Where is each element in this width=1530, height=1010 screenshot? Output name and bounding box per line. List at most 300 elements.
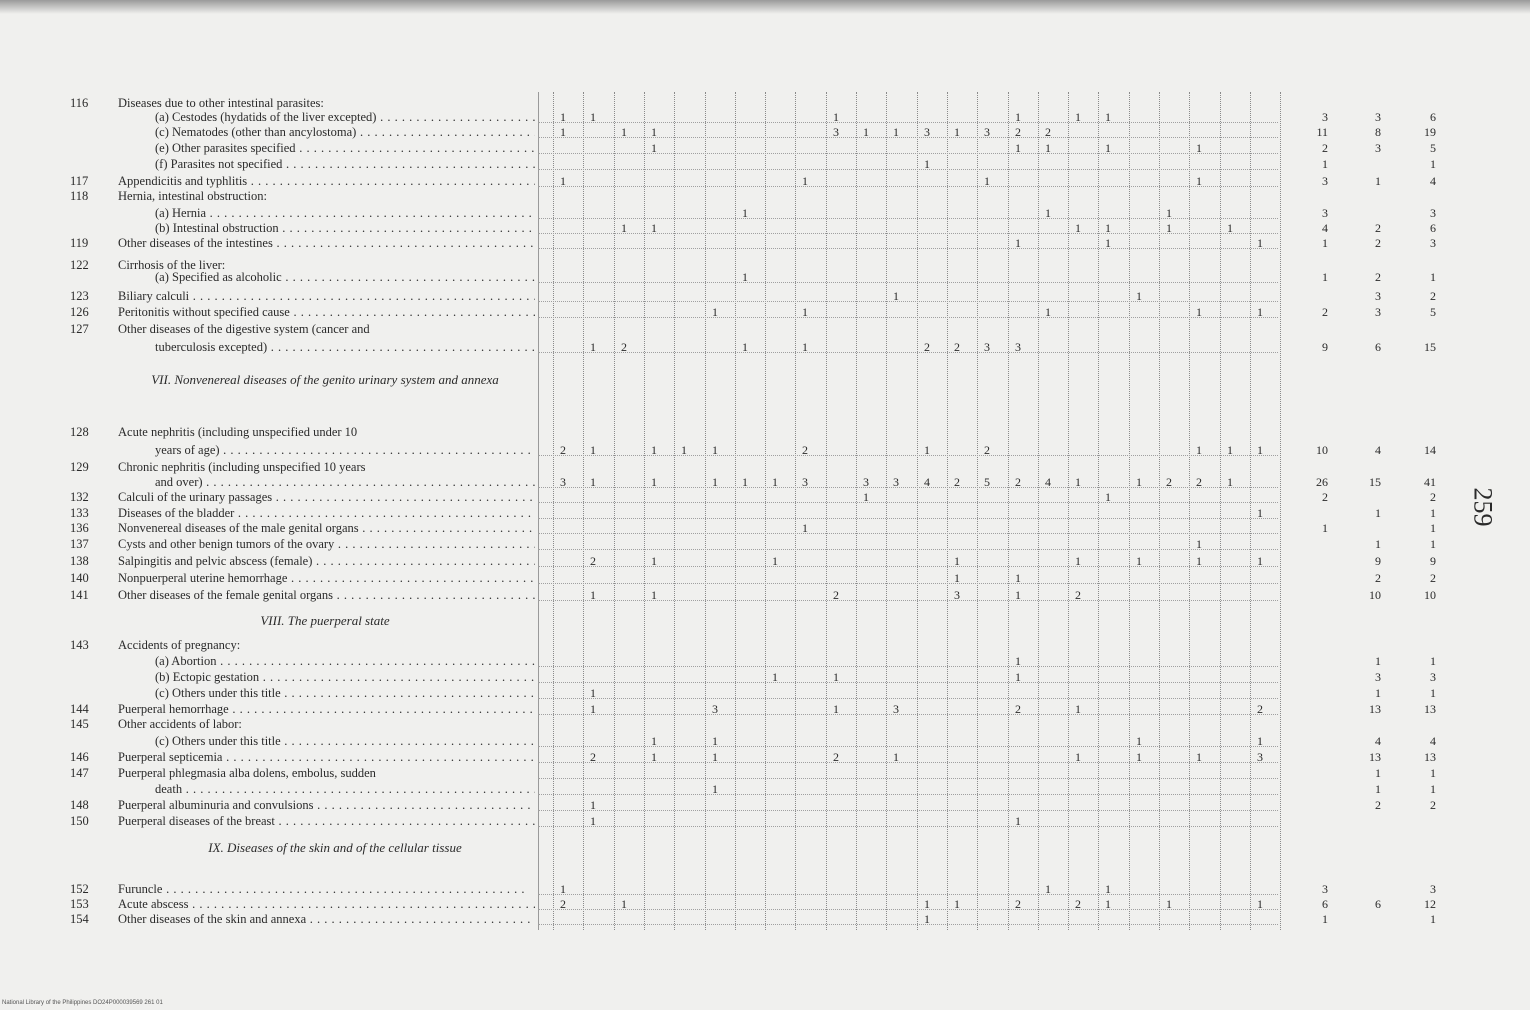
table-cell: 5 [984, 475, 990, 489]
row-leader [538, 714, 1278, 715]
table-cell: 1 [863, 490, 869, 504]
table-cell: 3 [802, 475, 808, 489]
total-cell: 1 [1430, 521, 1436, 535]
row-leader [538, 186, 1278, 187]
total-cell: 12 [1424, 897, 1436, 911]
table-cell: 1 [802, 305, 808, 319]
table-cell: 1 [651, 475, 657, 489]
row-label: (c) Nematodes (other than ancylostoma) . . . [155, 125, 535, 139]
table-cell: 1 [1196, 174, 1202, 188]
table-cell: 3 [924, 125, 930, 139]
table-cell: 3 [1257, 750, 1263, 764]
table-cell: 1 [742, 340, 748, 354]
row-label: Hernia, intestinal obstruction: [118, 189, 267, 203]
row-leader [538, 518, 1278, 519]
row-label: (c) Others under this title . . . [155, 734, 535, 748]
row-label: Appendicitis and typhlitis . . . [118, 174, 535, 188]
sex-total-cell: 10 [1369, 588, 1381, 602]
row-label: Cysts and other benign tumors of the ovary . . . [118, 537, 535, 551]
sex-total-cell: 9 [1375, 554, 1381, 568]
total-cell: 3 [1430, 236, 1436, 250]
total-cell: 2 [1430, 490, 1436, 504]
sex-total-cell: 6 [1375, 340, 1381, 354]
row-label: (b) Intestinal obstruction . . . [155, 221, 535, 235]
sex-total-cell: 3 [1375, 110, 1381, 124]
table-cell: 1 [954, 554, 960, 568]
table-cell: 2 [590, 750, 596, 764]
row-label: (f) Parasites not specified . . . [155, 157, 535, 171]
total-cell: 2 [1430, 289, 1436, 303]
total-cell: 13 [1424, 750, 1436, 764]
table-cell: 2 [1075, 588, 1081, 602]
row-label: (a) Specified as alcoholic . . . [155, 270, 535, 284]
sex-total-cell: 6 [1322, 897, 1328, 911]
sex-total-cell: 2 [1322, 490, 1328, 504]
total-cell: 6 [1430, 110, 1436, 124]
table-cell: 1 [742, 206, 748, 220]
row-label: Puerperal hemorrhage . . . [118, 702, 535, 716]
sex-total-cell: 10 [1316, 443, 1328, 457]
table-cell: 1 [1257, 236, 1263, 250]
row-leader [538, 682, 1278, 683]
table-cell: 1 [1075, 221, 1081, 235]
table-cell: 3 [833, 125, 839, 139]
row-number: 127 [70, 322, 89, 336]
table-cell: 1 [651, 554, 657, 568]
sex-total-cell: 26 [1316, 475, 1328, 489]
row-number: 146 [70, 750, 89, 764]
table-cell: 1 [651, 443, 657, 457]
total-cell: 10 [1424, 588, 1436, 602]
table-cell: 1 [1045, 141, 1051, 155]
row-label: (c) Others under this title . . . [155, 686, 535, 700]
total-cell: 1 [1430, 270, 1436, 284]
table-cell: 1 [1136, 734, 1142, 748]
table-cell: 2 [924, 340, 930, 354]
row-label: years of age) . . . [155, 443, 535, 457]
table-cell: 1 [681, 443, 687, 457]
total-cell: 4 [1430, 734, 1436, 748]
table-cell: 1 [924, 912, 930, 926]
table-cell: 3 [984, 125, 990, 139]
table-cell: 1 [954, 571, 960, 585]
total-cell: 1 [1430, 686, 1436, 700]
sex-total-cell: 1 [1375, 686, 1381, 700]
table-cell: 1 [924, 897, 930, 911]
row-label: Nonpuerperal uterine hemorrhage . . . [118, 571, 535, 585]
table-cell: 1 [590, 702, 596, 716]
row-label: Puerperal phlegmasia alba dolens, embolus, sudden [118, 766, 376, 780]
row-label: Furuncle . . . [118, 882, 535, 896]
row-label: Other accidents of labor: [118, 717, 242, 731]
row-leader [538, 317, 1278, 318]
footer-credit: National Library of the Philippines DO24P000039569 261 01 [2, 1000, 163, 1006]
table-cell: 1 [712, 734, 718, 748]
sex-total-cell: 3 [1375, 670, 1381, 684]
table-cell: 1 [1105, 110, 1111, 124]
table-cell: 2 [621, 340, 627, 354]
table-cell: 1 [1166, 897, 1172, 911]
top-shadow [0, 0, 1530, 14]
row-label: Nonvenereal diseases of the male genital organs . . . [118, 521, 535, 535]
sex-total-cell: 6 [1375, 897, 1381, 911]
table-cell: 1 [712, 475, 718, 489]
table-cell: 1 [560, 110, 566, 124]
row-number: 133 [70, 506, 89, 520]
table-cell: 1 [1075, 750, 1081, 764]
table-cell: 1 [621, 221, 627, 235]
table-cell: 1 [1257, 506, 1263, 520]
total-cell: 3 [1430, 206, 1436, 220]
row-number: 147 [70, 766, 89, 780]
sex-total-cell: 15 [1369, 475, 1381, 489]
table-cell: 1 [590, 443, 596, 457]
row-number: 118 [70, 189, 89, 203]
row-number: 129 [70, 460, 89, 474]
table-cell: 1 [802, 521, 808, 535]
table-cell: 1 [833, 702, 839, 716]
table-cell: 3 [560, 475, 566, 489]
row-label: Puerperal diseases of the breast . . . [118, 814, 535, 828]
table-cell: 2 [984, 443, 990, 457]
table-cell: 1 [1105, 141, 1111, 155]
sex-total-cell: 1 [1375, 654, 1381, 668]
table-cell: 1 [651, 221, 657, 235]
table-cell: 1 [1105, 897, 1111, 911]
total-cell: 1 [1430, 506, 1436, 520]
row-number: 126 [70, 305, 89, 319]
table-cell: 1 [621, 125, 627, 139]
table-cell: 1 [560, 882, 566, 896]
table-cell: 1 [742, 270, 748, 284]
table-cell: 2 [802, 443, 808, 457]
sex-total-cell: 1 [1322, 270, 1328, 284]
table-cell: 1 [742, 475, 748, 489]
sex-total-cell: 3 [1375, 305, 1381, 319]
table-cell: 1 [560, 125, 566, 139]
table-cell: 1 [1136, 554, 1142, 568]
table-cell: 2 [1166, 475, 1172, 489]
table-cell: 1 [1015, 654, 1021, 668]
total-cell: 9 [1430, 554, 1436, 568]
table-cell: 1 [954, 125, 960, 139]
row-label: Diseases due to other intestinal parasites: [118, 96, 324, 110]
table-cell: 1 [590, 588, 596, 602]
table-cell: 1 [802, 174, 808, 188]
table-cell: 1 [1136, 289, 1142, 303]
sex-total-cell: 13 [1369, 702, 1381, 716]
row-label: death . . . [155, 782, 535, 796]
table-cell: 1 [1015, 571, 1021, 585]
table-cell: 1 [1075, 702, 1081, 716]
row-number: 143 [70, 638, 89, 652]
table-cell: 2 [1015, 702, 1021, 716]
table-cell: 1 [590, 110, 596, 124]
row-label: Chronic nephritis (including unspecified 10 years [118, 460, 366, 474]
table-cell: 1 [1196, 554, 1202, 568]
row-label: (a) Cestodes (hydatids of the liver excepted) . . . [155, 110, 535, 124]
sex-total-cell: 1 [1322, 912, 1328, 926]
table-cell: 1 [1075, 110, 1081, 124]
table-cell: 1 [1015, 110, 1021, 124]
sex-total-cell: 2 [1375, 270, 1381, 284]
table-cell: 1 [1015, 814, 1021, 828]
table-cell: 1 [1196, 141, 1202, 155]
row-label: Other diseases of the intestines . . . [118, 236, 535, 250]
table-cell: 2 [833, 588, 839, 602]
table-cell: 1 [590, 475, 596, 489]
table-cell: 1 [1196, 305, 1202, 319]
table-cell: 4 [1045, 475, 1051, 489]
sex-total-cell: 3 [1322, 882, 1328, 896]
table-cell: 1 [772, 475, 778, 489]
total-cell: 1 [1430, 654, 1436, 668]
section-heading-viii: VIII. The puerperal state [260, 613, 390, 628]
table-cell: 1 [1075, 554, 1081, 568]
row-leader [538, 698, 1278, 699]
table-cell: 1 [1257, 305, 1263, 319]
table-cell: 1 [893, 125, 899, 139]
row-label: Diseases of the bladder . . . [118, 506, 535, 520]
table-cell: 1 [1015, 670, 1021, 684]
section-heading-vii: VII. Nonvenereal diseases of the genito urinary system and annexa [151, 372, 499, 387]
table-cell: 1 [954, 897, 960, 911]
table-cell: 1 [1227, 221, 1233, 235]
table-cell: 1 [833, 110, 839, 124]
sex-total-cell: 1 [1375, 766, 1381, 780]
table-cell: 2 [954, 340, 960, 354]
total-cell: 5 [1430, 305, 1436, 319]
table-cell: 1 [590, 798, 596, 812]
sex-total-cell: 3 [1322, 206, 1328, 220]
row-number: 132 [70, 490, 89, 504]
table-cell: 1 [1045, 305, 1051, 319]
total-cell: 1 [1430, 912, 1436, 926]
row-label: and over) . . . [155, 475, 535, 489]
row-leader [538, 666, 1278, 667]
total-cell: 3 [1430, 670, 1436, 684]
sex-total-cell: 3 [1322, 110, 1328, 124]
table-cell: 1 [712, 305, 718, 319]
table-cell: 1 [1227, 443, 1233, 457]
row-number: 123 [70, 289, 89, 303]
sex-total-cell: 4 [1375, 443, 1381, 457]
total-cell: 2 [1430, 571, 1436, 585]
row-label: Accidents of pregnancy: [118, 638, 241, 652]
table-cell: 1 [560, 174, 566, 188]
row-label: (a) Abortion . . . [155, 654, 535, 668]
table-cell: 3 [893, 475, 899, 489]
row-number: 144 [70, 702, 89, 716]
total-cell: 6 [1430, 221, 1436, 235]
table-cell: 1 [651, 141, 657, 155]
total-cell: 1 [1430, 782, 1436, 796]
row-label: Cirrhosis of the liver: [118, 258, 226, 272]
table-cell: 1 [924, 443, 930, 457]
column-rule [1280, 92, 1281, 930]
table-cell: 1 [772, 670, 778, 684]
table-cell: 1 [802, 340, 808, 354]
row-leader [538, 533, 1278, 534]
table-cell: 1 [651, 734, 657, 748]
table-cell: 1 [712, 750, 718, 764]
sex-total-cell: 1 [1322, 157, 1328, 171]
row-number: 153 [70, 897, 89, 911]
table-cell: 1 [1045, 882, 1051, 896]
table-cell: 1 [1015, 141, 1021, 155]
table-cell: 1 [651, 750, 657, 764]
row-label: Acute nephritis (including unspecified under 10 [118, 425, 358, 439]
table-cell: 1 [1045, 206, 1051, 220]
sex-total-cell: 1 [1375, 174, 1381, 188]
table-cell: 1 [1196, 750, 1202, 764]
row-leader [538, 301, 1278, 302]
total-cell: 1 [1430, 766, 1436, 780]
total-cell: 1 [1430, 537, 1436, 551]
total-cell: 3 [1430, 882, 1436, 896]
sex-total-cell: 2 [1375, 571, 1381, 585]
row-number: 122 [70, 258, 89, 272]
row-label: Other diseases of the female genital organs . . . [118, 588, 535, 602]
table-cell: 1 [1136, 475, 1142, 489]
row-label: (e) Other parasites specified . . . [155, 141, 535, 155]
row-number: 152 [70, 882, 89, 896]
table-cell: 1 [1075, 475, 1081, 489]
row-number: 136 [70, 521, 89, 535]
table-cell: 1 [1196, 443, 1202, 457]
total-cell: 5 [1430, 141, 1436, 155]
row-number: 141 [70, 588, 89, 602]
sex-total-cell: 3 [1322, 174, 1328, 188]
table-cell: 1 [772, 554, 778, 568]
row-label: Other diseases of the digestive system (cancer and [118, 322, 370, 336]
row-label: Other diseases of the skin and annexa . . . [118, 912, 535, 926]
table-cell: 1 [651, 588, 657, 602]
table-cell: 2 [1196, 475, 1202, 489]
table-cell: 1 [590, 686, 596, 700]
table-cell: 1 [621, 897, 627, 911]
table-cell: 3 [954, 588, 960, 602]
row-label: (b) Ectopic gestation . . . [155, 670, 535, 684]
row-leader [538, 502, 1278, 503]
table-cell: 3 [984, 340, 990, 354]
row-leader [538, 778, 1278, 779]
table-cell: 4 [924, 475, 930, 489]
sex-total-cell: 3 [1375, 141, 1381, 155]
row-leader [538, 583, 1278, 584]
sex-total-cell: 1 [1322, 521, 1328, 535]
table-cell: 1 [1015, 236, 1021, 250]
sex-total-cell: 4 [1375, 734, 1381, 748]
row-number: 119 [70, 236, 89, 250]
table-cell: 2 [1015, 475, 1021, 489]
row-number: 150 [70, 814, 89, 828]
table-cell: 1 [833, 670, 839, 684]
table-cell: 1 [1227, 475, 1233, 489]
total-cell: 13 [1424, 702, 1436, 716]
table-cell: 2 [1257, 702, 1263, 716]
table-cell: 1 [1257, 443, 1263, 457]
table-cell: 3 [712, 702, 718, 716]
sex-total-cell: 3 [1375, 289, 1381, 303]
total-cell: 15 [1424, 340, 1436, 354]
sex-total-cell: 2 [1375, 236, 1381, 250]
table-cell: 1 [1105, 490, 1111, 504]
table-cell: 1 [1257, 734, 1263, 748]
total-cell: 14 [1424, 443, 1436, 457]
row-number: 117 [70, 174, 89, 188]
table-cell: 3 [893, 702, 899, 716]
row-label: Salpingitis and pelvic abscess (female) . . . [118, 554, 535, 568]
total-cell: 1 [1430, 157, 1436, 171]
row-leader [538, 810, 1278, 811]
sex-total-cell: 8 [1375, 125, 1381, 139]
table-cell: 2 [954, 475, 960, 489]
row-number: 154 [70, 912, 89, 926]
table-cell: 2 [560, 897, 566, 911]
row-number: 137 [70, 537, 89, 551]
table-cell: 3 [863, 475, 869, 489]
table-cell: 1 [1257, 897, 1263, 911]
sex-total-cell: 4 [1322, 221, 1328, 235]
row-leader [538, 894, 1278, 895]
table-cell: 2 [590, 554, 596, 568]
row-label: (a) Hernia . . . [155, 206, 535, 220]
table-cell: 1 [1166, 206, 1172, 220]
sex-total-cell: 1 [1375, 537, 1381, 551]
row-leader [538, 826, 1278, 827]
row-leader [538, 794, 1278, 795]
total-cell: 19 [1424, 125, 1436, 139]
table-cell: 2 [1045, 125, 1051, 139]
sex-total-cell: 9 [1322, 340, 1328, 354]
row-label: Peritonitis without specified cause . . . [118, 305, 535, 319]
total-cell: 41 [1424, 475, 1436, 489]
sex-total-cell: 11 [1316, 125, 1328, 139]
sex-total-cell: 13 [1369, 750, 1381, 764]
sex-total-cell: 1 [1375, 782, 1381, 796]
row-number: 116 [70, 96, 89, 110]
table-cell: 1 [1105, 882, 1111, 896]
row-number: 145 [70, 717, 89, 731]
section-heading-ix: IX. Diseases of the skin and of the cellular tissue [208, 840, 462, 855]
table-cell: 1 [1166, 221, 1172, 235]
table-cell: 1 [1136, 750, 1142, 764]
row-leader [538, 282, 1278, 283]
table-cell: 1 [1105, 236, 1111, 250]
table-cell: 2 [833, 750, 839, 764]
table-cell: 3 [1015, 340, 1021, 354]
table-cell: 1 [1196, 537, 1202, 551]
table-cell: 1 [590, 340, 596, 354]
row-label: Puerperal albuminuria and convulsions . . . [118, 798, 535, 812]
total-cell: 4 [1430, 174, 1436, 188]
row-label: tuberculosis excepted) . . . [155, 340, 535, 354]
sex-total-cell: 1 [1375, 506, 1381, 520]
sex-total-cell: 2 [1375, 221, 1381, 235]
row-number: 128 [70, 425, 89, 439]
table-cell: 1 [1257, 554, 1263, 568]
sex-total-cell: 1 [1322, 236, 1328, 250]
table-cell: 2 [1075, 897, 1081, 911]
table-cell: 1 [1015, 588, 1021, 602]
sex-total-cell: 2 [1375, 798, 1381, 812]
row-number: 138 [70, 554, 89, 568]
row-number: 140 [70, 571, 89, 585]
row-leader [538, 549, 1278, 550]
page-number: 259 [1468, 487, 1498, 527]
table-cell: 1 [984, 174, 990, 188]
